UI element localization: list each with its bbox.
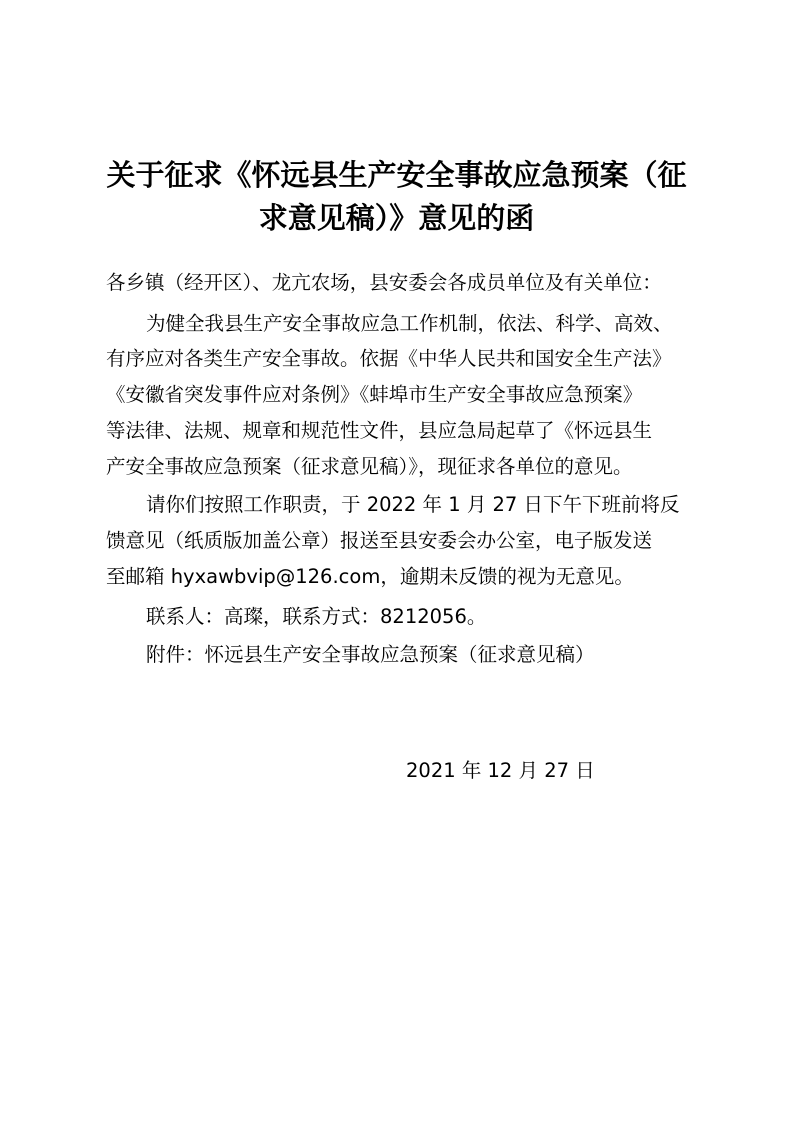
paragraph-1-line-1: 为健全我县生产安全事故应急工作机制，依法、科学、高效、 xyxy=(146,312,673,335)
paragraph-1-line-4: 等法律、法规、规章和规范性文件，县应急局起草了《怀远县生 xyxy=(106,419,653,442)
paragraph-2-line-3: 至邮箱 hyxawbvip@126.com，逾期未反馈的视为无意见。 xyxy=(106,565,634,588)
contact-line: 联系人：高璨，联系方式：8212056。 xyxy=(146,605,487,628)
document-date: 2021 年 12 月 27 日 xyxy=(406,759,595,782)
paragraph-2-line-2: 馈意见（纸质版加盖公章）报送至县安委会办公室，电子版发送 xyxy=(106,529,653,552)
paragraph-1-line-2: 有序应对各类生产安全事故。依据《中华人民共和国安全生产法》 xyxy=(106,347,672,370)
paragraph-2-line-1: 请你们按照工作职责，于 2022 年 1 月 27 日下午下班前将反 xyxy=(146,493,680,516)
salutation: 各乡镇（经开区）、龙亢农场，县安委会各成员单位及有关单位： xyxy=(106,271,662,294)
document-title-line-2: 求意见稿）》意见的函 xyxy=(258,201,535,235)
document-title-line-1: 关于征求《怀远县生产安全事故应急预案（征 xyxy=(106,158,687,192)
paragraph-1-line-3: 《安徽省突发事件应对条例》《蚌埠市生产安全事故应急预案》 xyxy=(106,383,643,406)
attachment-line: 附件：怀远县生产安全事故应急预案（征求意见稿） xyxy=(146,643,595,666)
paragraph-1-line-5: 产安全事故应急预案（征求意见稿）》，现征求各单位的意见。 xyxy=(106,455,633,478)
